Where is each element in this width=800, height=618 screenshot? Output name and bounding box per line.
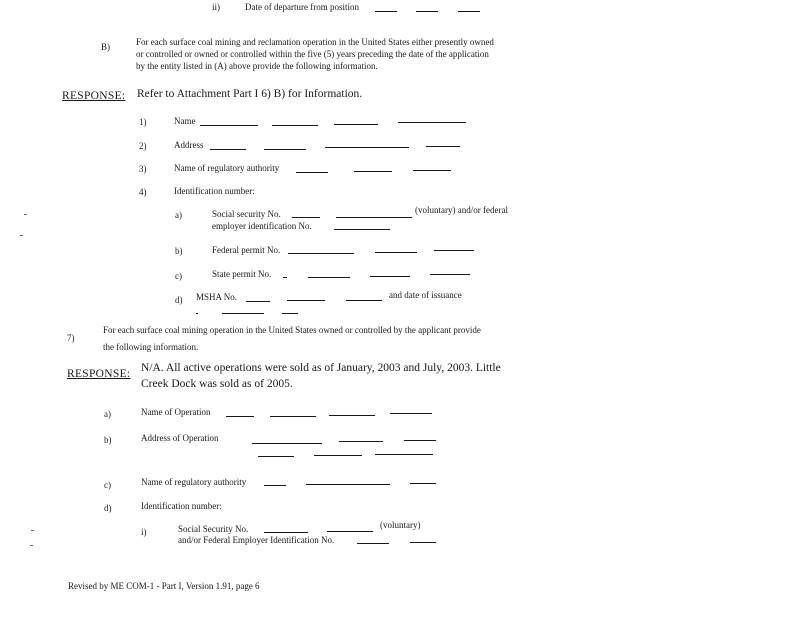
ssn-blank-2 [336, 217, 412, 218]
operation-name-blank-2 [270, 416, 316, 417]
response-2-line-1: N/A. All active operations were sold as of January, 2003 and July, 2003. Little [141, 362, 501, 374]
subfield-b-number: b) [175, 246, 183, 256]
state-permit-blank-1 [283, 277, 287, 278]
field-name-label: Name [174, 116, 196, 126]
subfield-d-number: d) [175, 295, 183, 305]
state-permit-blank-2 [308, 277, 350, 278]
header-item-number: ii) [212, 2, 220, 12]
subfield-i-voluntary: (voluntary) [380, 520, 421, 530]
operation-address-blank-6 [375, 454, 433, 455]
operation-name-number: a) [104, 409, 111, 419]
federal-permit-blank-1 [288, 253, 354, 254]
subfield-c-number: c) [175, 271, 182, 281]
section-b-line-1: For each surface coal mining and reclamation operation in the United States either presently owned [136, 37, 494, 47]
operation-regulatory-blank-3 [410, 483, 436, 484]
operation-name-blank-1 [226, 416, 254, 417]
msha-blank-3 [346, 300, 382, 301]
page-footer: Revised by ME COM-1 - Part I, Version 1.91, page 6 [68, 581, 260, 591]
section-b-marker: B) [101, 42, 110, 52]
operation-ssn-blank-2 [327, 531, 373, 532]
regulatory-blank-3 [413, 170, 451, 171]
address-blank-4 [426, 146, 460, 147]
regulatory-blank-1 [296, 172, 328, 173]
operation-name-blank-4 [390, 413, 432, 414]
subfield-a-number: a) [175, 210, 182, 220]
departure-date-blank-3 [458, 11, 480, 12]
issuance-date-blank-2 [282, 313, 298, 314]
departure-date-blank-2 [416, 11, 438, 12]
operation-ssn-blank-1 [264, 532, 308, 533]
scan-speck [20, 235, 23, 236]
field-address-number: 2) [139, 141, 147, 151]
response-1-label: RESPONSE: [62, 90, 126, 102]
subfield-a-line-1: Social security No. [212, 209, 281, 219]
operation-name-blank-3 [329, 415, 375, 416]
regulatory-blank-2 [354, 171, 392, 172]
section-b-line-3: by the entity listed in (A) above provide the following information. [136, 61, 378, 71]
section-7-line-1: For each surface coal mining operation in the United States owned or controlled by the applicant provide [103, 325, 481, 335]
field-regulatory-number: 3) [139, 164, 147, 174]
subfield-a-line-2: employer identification No. [212, 221, 312, 231]
response-2-label: RESPONSE: [67, 368, 131, 380]
response-2-line-2: Creek Dock was sold as of 2005. [141, 378, 293, 390]
state-permit-blank-4 [430, 274, 470, 275]
operation-regulatory-number: c) [104, 480, 111, 490]
departure-date-blank-1 [375, 11, 397, 12]
subfield-i-line-2: and/or Federal Employer Identification No. [178, 535, 335, 545]
issuance-date-blank-1 [222, 313, 264, 314]
subfield-i-number: i) [141, 527, 147, 537]
operation-address-blank-4 [258, 456, 294, 457]
federal-permit-blank-2 [375, 252, 417, 253]
operation-regulatory-label: Name of regulatory authority [141, 477, 247, 487]
name-blank-1 [200, 125, 258, 126]
header-item-label: Date of departure from position [245, 2, 359, 12]
field-regulatory-label: Name of regulatory authority [174, 163, 280, 173]
field-name-number: 1) [139, 117, 147, 127]
operation-employer-id-blank-2 [410, 542, 436, 543]
operation-regulatory-blank-2 [306, 484, 390, 485]
operation-identification-label: Identification number: [141, 501, 222, 511]
address-blank-2 [264, 149, 306, 150]
operation-regulatory-blank-1 [264, 485, 286, 486]
subfield-i-line-1: Social Security No. [178, 524, 249, 534]
operation-address-blank-2 [339, 441, 383, 442]
subfield-b-label: Federal permit No. [212, 245, 281, 255]
issuance-date-mark [196, 313, 198, 314]
field-identification-label: Identification number: [174, 186, 255, 196]
scan-speck [24, 214, 27, 215]
ssn-blank-1 [292, 217, 320, 218]
operation-address-blank-3 [404, 440, 436, 441]
response-1-text: Refer to Attachment Part I 6) B) for Information. [137, 88, 363, 100]
section-7-line-2: the following information. [103, 342, 199, 352]
operation-address-label: Address of Operation [141, 433, 219, 443]
name-blank-4 [398, 122, 466, 123]
scan-speck [31, 530, 34, 531]
section-7-marker: 7) [67, 333, 75, 343]
field-address-label: Address [174, 140, 204, 150]
field-identification-number: 4) [139, 187, 147, 197]
operation-address-blank-5 [314, 455, 362, 456]
name-blank-3 [334, 124, 378, 125]
address-blank-3 [325, 147, 409, 148]
operation-name-label: Name of Operation [141, 407, 211, 417]
msha-blank-2 [287, 300, 325, 301]
address-blank-1 [210, 149, 246, 150]
subfield-c-label: State permit No. [212, 269, 272, 279]
operation-address-number: b) [104, 435, 112, 445]
name-blank-2 [272, 125, 318, 126]
subfield-d-tail: and date of issuance [389, 290, 462, 300]
federal-permit-blank-3 [434, 250, 474, 251]
subfield-d-label: MSHA No. [196, 292, 238, 302]
operation-employer-id-blank-1 [357, 543, 389, 544]
operation-identification-number: d) [104, 503, 112, 513]
employer-id-blank [334, 229, 390, 230]
scan-speck [30, 545, 33, 546]
msha-blank-1 [246, 301, 270, 302]
operation-address-blank-1 [252, 443, 322, 444]
state-permit-blank-3 [370, 276, 410, 277]
section-b-line-2: or controlled or owned or controlled within the five (5) years preceding the date of the application [136, 49, 489, 59]
subfield-a-voluntary: (voluntary) and/or federal [415, 205, 508, 215]
